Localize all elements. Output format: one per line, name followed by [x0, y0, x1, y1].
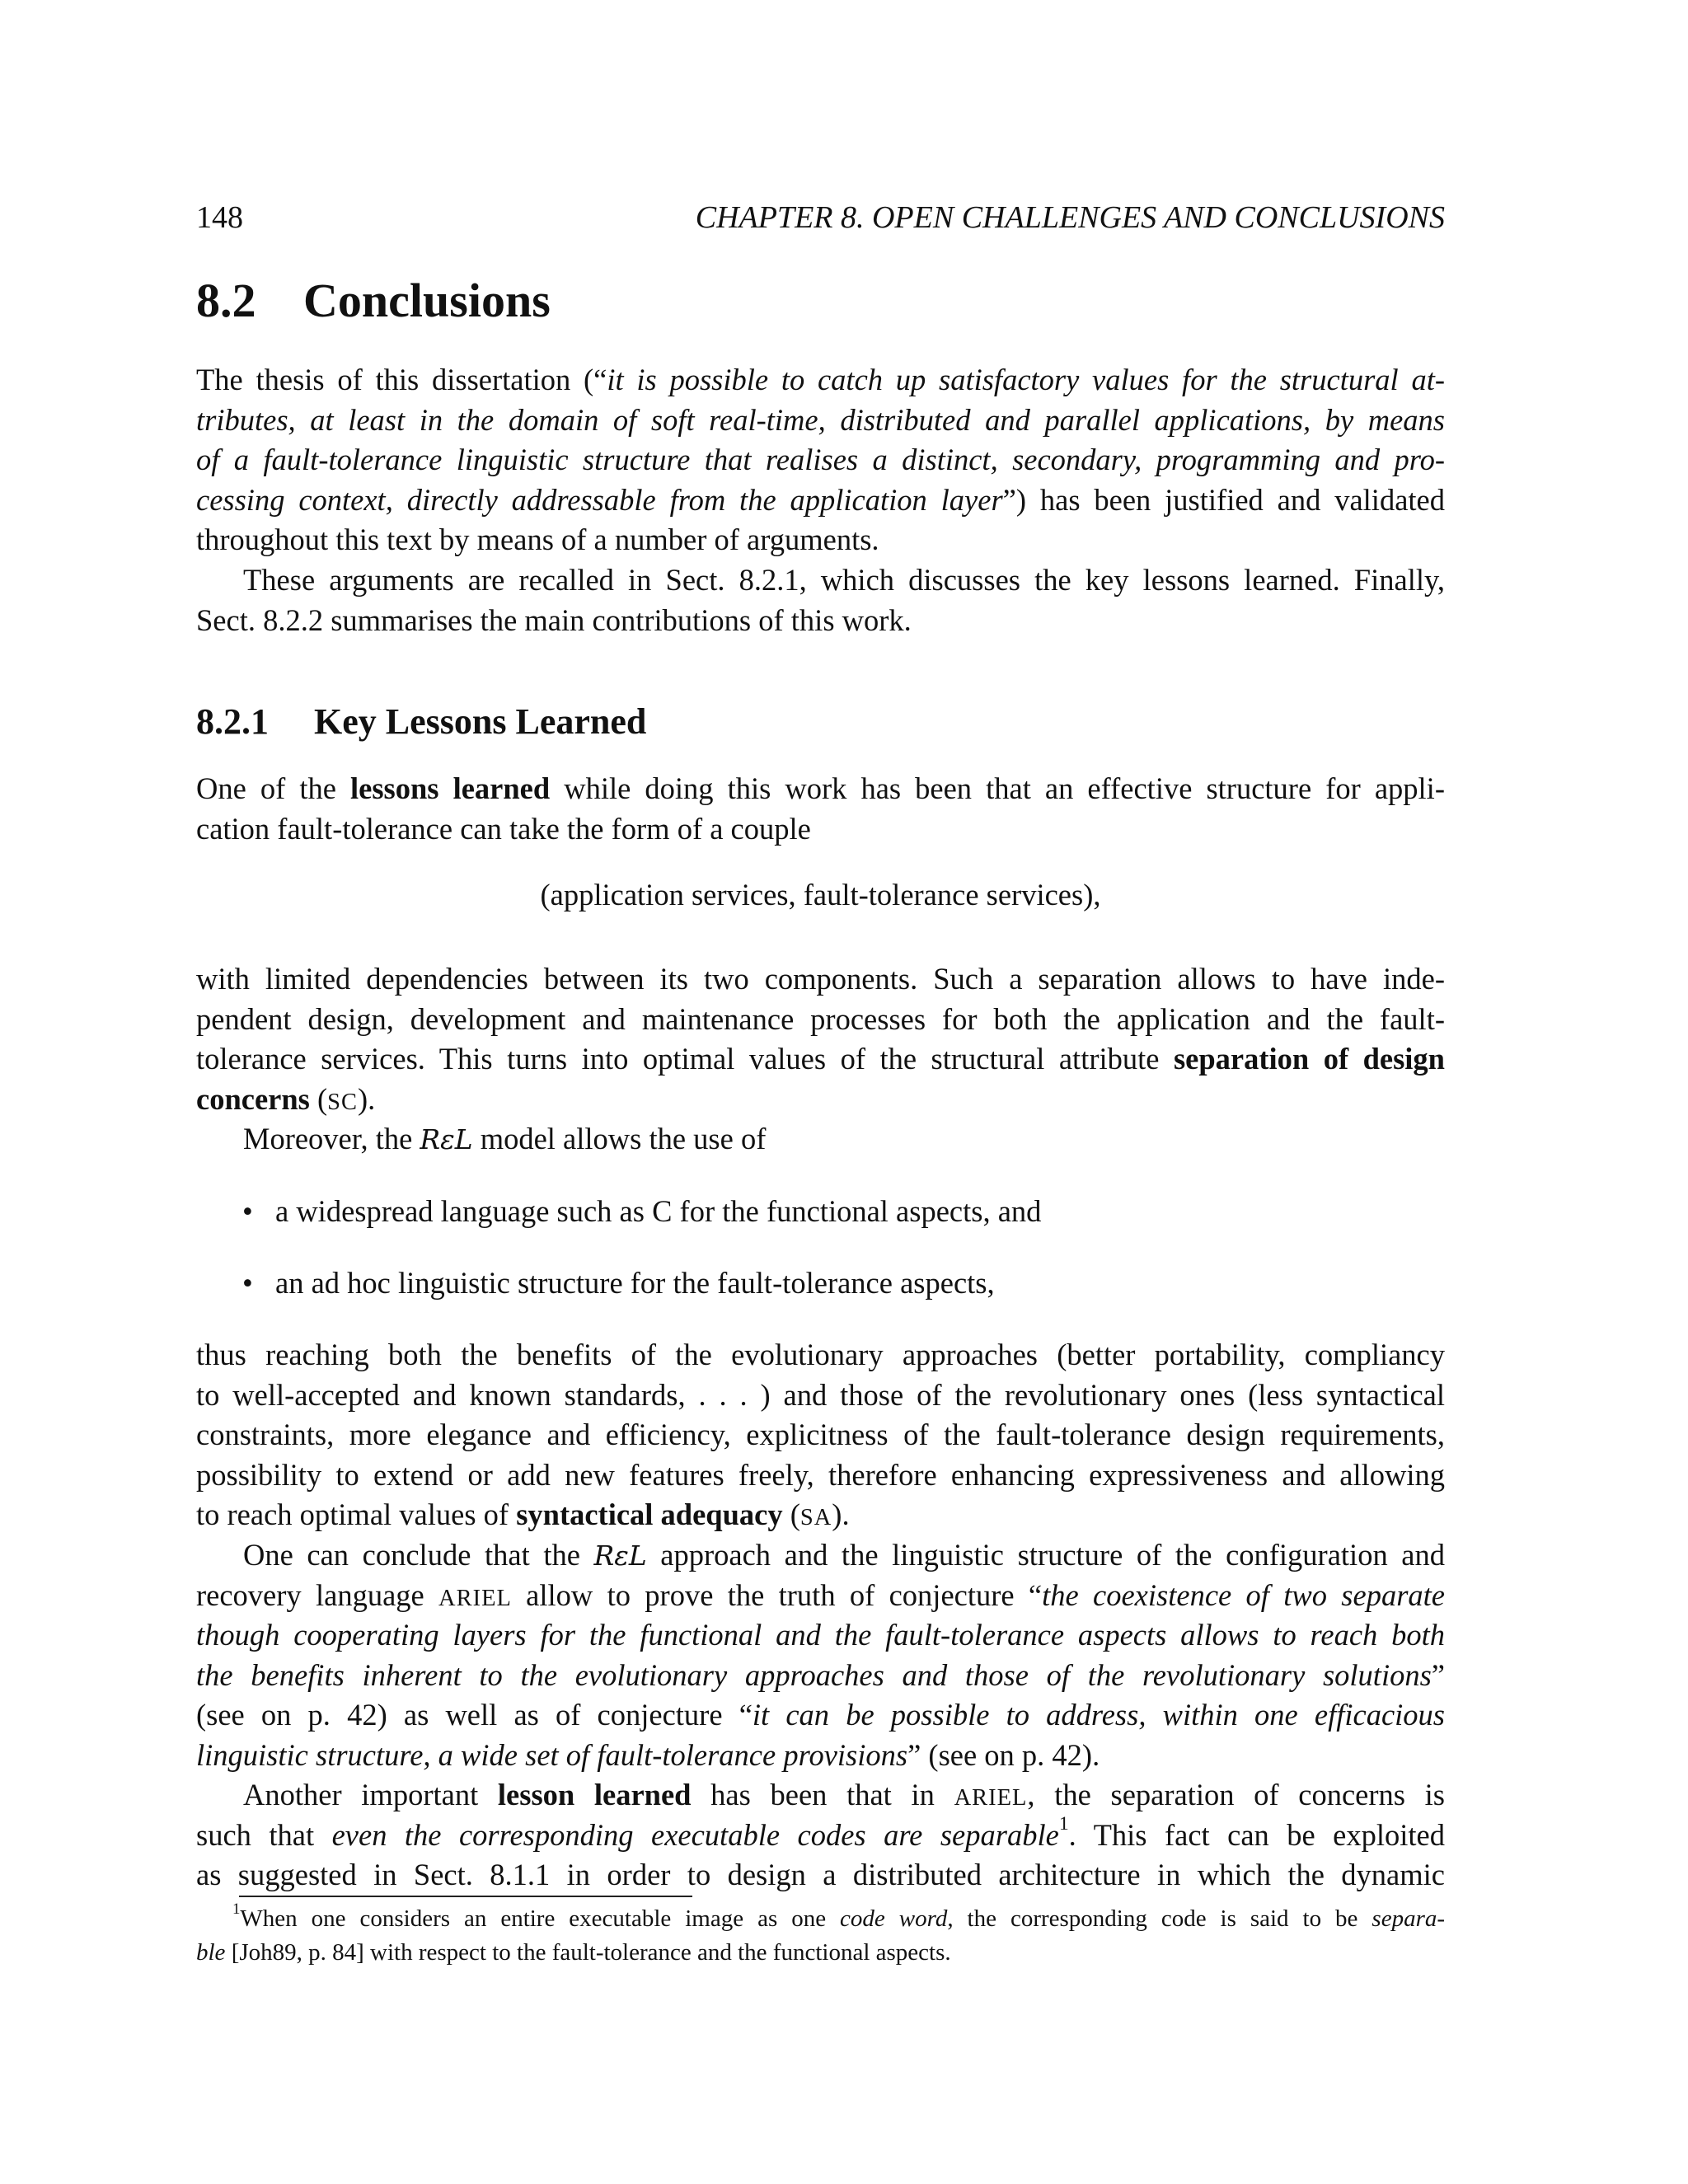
- text-line: though cooperating layers for the functional and the fault-tolerance aspects allows to reach both: [196, 1618, 1445, 1652]
- bullet-icon: •: [242, 1266, 253, 1300]
- rel-logo: RεL: [593, 1540, 647, 1572]
- paragraph-lessons: [196, 769, 1445, 849]
- text-line: such that even the corresponding executable codes are separable$^1$. This fact can be exploited: [196, 1812, 1446, 1852]
- text-line: (see on p. 42) as well as of conjecture “it can be possible to address, within one efficacious: [196, 1698, 1445, 1732]
- footnote-ref: 1: [1058, 1812, 1069, 1835]
- text-line: of a fault-tolerance linguistic structure that realises a distinct, secondary, programming and pro-: [196, 443, 1445, 477]
- text-line: possibility to extend or add new features freely, therefore enhancing expressiveness and allowing: [196, 1457, 1445, 1492]
- text-line: Moreover, the RεL model allows the use of: [243, 1122, 767, 1155]
- text-line: One can conclude that the RεL approach and the linguistic structure of the configuration and: [243, 1538, 1445, 1572]
- text-line: These arguments are recalled in Sect. 8.2.1, which discusses the key lessons learned. Finally,: [243, 563, 1445, 597]
- list-item-text: a widespread language such as C for the functional aspects, and: [275, 1194, 1042, 1228]
- paragraph-thesis: [196, 360, 1445, 560]
- footnote-mark: 1: [232, 1900, 241, 1918]
- text-line: with limited dependencies between its two components. Such a separation allows to have inde-: [196, 962, 1445, 996]
- text-line: pendent design, development and maintenance processes for both the application and the fault-: [196, 1001, 1445, 1036]
- text-line: constraints, more elegance and efficiency, explicitness of the fault-tolerance design requirements,: [196, 1418, 1445, 1452]
- text-line: cation fault-tolerance can take the form of a couple: [196, 811, 811, 846]
- footnote: [196, 1902, 1445, 1970]
- text-line: the benefits inherent to the evolutionary approaches and those of the revolutionary solutions”: [196, 1657, 1445, 1692]
- bullet-icon: •: [242, 1194, 253, 1228]
- text-line: thus reaching both the benefits of the evolutionary approaches (better portability, compliancy: [196, 1338, 1445, 1371]
- display-formula: (application services, fault-tolerance services),: [540, 878, 1101, 912]
- paragraph-arguments: [196, 560, 1445, 640]
- text-line: The thesis of this dissertation (“it is possible to catch up satisfactory values for the structural at-: [196, 363, 1445, 396]
- text-line: concerns (SC).: [196, 1081, 376, 1116]
- text-line: Sect. 8.2.2 summarises the main contributions of this work.: [196, 602, 912, 637]
- text-line: tolerance services. This turns into optimal values of the structural attribute separation of design: [196, 1042, 1445, 1076]
- section-title: Conclusions: [303, 274, 551, 327]
- page-number: 148: [196, 200, 243, 235]
- text-line: $^1$When one considers an entire executable image as one code word, the corresponding code is said to be separa-: [232, 1900, 1446, 1932]
- text-line: recovery language ARIEL allow to prove the truth of conjecture “the coexistence of two separate: [196, 1577, 1446, 1612]
- text-line: One of the lessons learned while doing this work has been that an effective structure for appli-: [196, 771, 1445, 805]
- text-line: throughout this text by means of a number of arguments.: [196, 523, 879, 557]
- rel-logo: RεL: [420, 1124, 473, 1155]
- running-head: CHAPTER 8. OPEN CHALLENGES AND CONCLUSIONS: [695, 200, 1445, 235]
- section-number: 8.2: [196, 274, 256, 327]
- subsection-heading: [196, 699, 646, 745]
- paragraph-conjectures: [196, 1535, 1445, 1776]
- text-line: cessing context, directly addressable from the application layer”) has been justified and validated: [196, 482, 1445, 517]
- text-line: linguistic structure, a wide set of fault-tolerance provisions” (see on p. 42).: [196, 1737, 1100, 1772]
- text-line: ble [Joh89, p. 84] with respect to the fault-tolerance and the functional aspects.: [196, 1939, 951, 1966]
- subsection-number: 8.2.1: [196, 701, 269, 742]
- text-line: to reach optimal values of syntactical adequacy (SA).: [196, 1497, 850, 1532]
- paragraph-separation: [196, 959, 1445, 1119]
- footnote-divider: [239, 1896, 692, 1897]
- list-item-text: an ad hoc linguistic structure for the fault-tolerance aspects,: [275, 1266, 995, 1300]
- text-line: tributes, at least in the domain of soft real-time, distributed and parallel applications, by means: [196, 402, 1445, 437]
- paragraph-executable: [196, 1775, 1445, 1896]
- paragraph-benefits: [196, 1335, 1445, 1535]
- text-line: to well-accepted and known standards, . . . ) and those of the revolutionary ones (less syntactical: [196, 1377, 1445, 1412]
- paragraph-moreover: [196, 1119, 1445, 1160]
- section-heading: [196, 272, 551, 330]
- text-line: Another important lesson learned has been that in ARIEL, the separation of concerns is: [243, 1778, 1445, 1811]
- text-line: as suggested in Sect. 8.1.1 in order to design a distributed architecture in which the dynamic: [196, 1858, 1445, 1892]
- subsection-title: Key Lessons Learned: [314, 701, 647, 742]
